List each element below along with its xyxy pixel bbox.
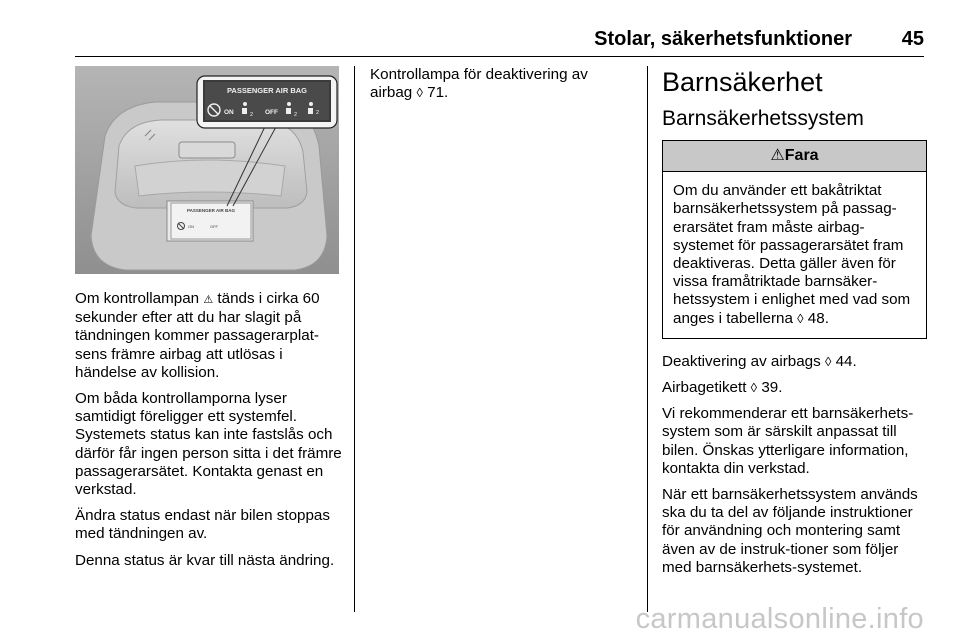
subsection-heading: Barnsäkerhetssystem (662, 107, 864, 130)
warning-body: Om du använder ett bakåtriktat barnsäkerhetssystem på passag-erarsätet fram måste airbag-systemet för passagerarsätet fram deaktiveras. Detta gäller även för vissa framåtriktade barnsäker-hetssystem i enlighet med vad som anges i tabellerna ◊ 48. (673, 182, 911, 327)
figure-off-label-small: OFF (210, 224, 218, 229)
paragraph-deactivation-lamp: Kontrollampa för deaktivering av airbag ◊ 71. (370, 66, 588, 102)
paragraph-status-persists: Denna status är kvar till nästa ändring. (75, 551, 335, 569)
header-rule (75, 56, 924, 57)
figure-on-label: ON (224, 109, 234, 116)
paragraph-instructions: När ett barnsäkerhetssystem används ska du ta del av följande instruktioner för användning och montering samt även av de instruk-tioner som följer med barnsäkerhets-systemet. (662, 486, 918, 576)
warning-triangle-icon: ⚠ (770, 147, 785, 164)
page-number: 45 (901, 28, 924, 50)
paragraph-indicator: Om kontrollampan ⚠ tänds i cirka 60 sekunder efter att du har slagit på tändningen kommer passagerarplat-sens främre airbag att utlösas i händelse av kollision. (75, 290, 320, 381)
figure-sub-right: 2 (316, 110, 320, 116)
page-reference-link[interactable]: 48. (807, 309, 829, 327)
column-3 (662, 66, 927, 585)
airbag-on-indicator-icon: ⚠ (203, 294, 214, 306)
paragraph-change-status: Ändra status endast när bilen stoppas med tändningen av. (75, 507, 330, 543)
page-reference-link[interactable]: 44. (835, 352, 857, 370)
figure-on-label-small: ON (188, 224, 194, 229)
page-reference-icon: ◊ (750, 380, 758, 396)
figure-label-large: PASSENGER AIR BAG (226, 86, 308, 95)
section-heading: Barnsäkerhet (662, 67, 823, 97)
danger-warning-box (662, 140, 927, 339)
column-1 (75, 290, 343, 578)
page-reference-link[interactable]: 39. (761, 379, 783, 397)
watermark: carmanualsonline.info (635, 603, 924, 635)
column-divider-1 (354, 66, 355, 612)
figure-off-sub: 2 (294, 112, 298, 118)
figure-label-small: PASSENGER AIR BAG (186, 208, 236, 213)
page-header-title: Stolar, säkerhetsfunktioner (594, 28, 852, 50)
warning-header: ⚠Fara (663, 141, 926, 172)
page-reference-icon: ◊ (416, 85, 423, 101)
airbag-indicator-figure (75, 66, 339, 274)
figure-on-sub: 2 (250, 112, 254, 118)
page-reference-icon: ◊ (824, 353, 832, 369)
page-reference-icon: ◊ (797, 310, 804, 326)
paragraph-deactivation-ref: Deaktivering av airbags ◊ 44. (662, 352, 857, 370)
column-divider-2 (647, 66, 648, 612)
roof-console-illustration (75, 66, 339, 274)
figure-off-label: OFF (265, 109, 278, 116)
paragraph-airbag-label-ref: Airbagetikett ◊ 39. (662, 379, 783, 397)
page-reference-link[interactable]: 71. (427, 84, 449, 102)
paragraph-system-fault: Om båda kontrollamporna lyser samtidigt föreligger ett systemfel. Systemets status kan inte fastslås och därför får ingen person sitta i det främre passagerarsätet. Kontakta genast en verkstad. (75, 390, 342, 499)
paragraph-recommendation: Vi rekommenderar ett barnsäkerhets-system som är särskilt anpassat till bilen. Önskas ytterligare information, kontakta din verkstad. (662, 405, 914, 477)
column-2 (370, 66, 632, 110)
